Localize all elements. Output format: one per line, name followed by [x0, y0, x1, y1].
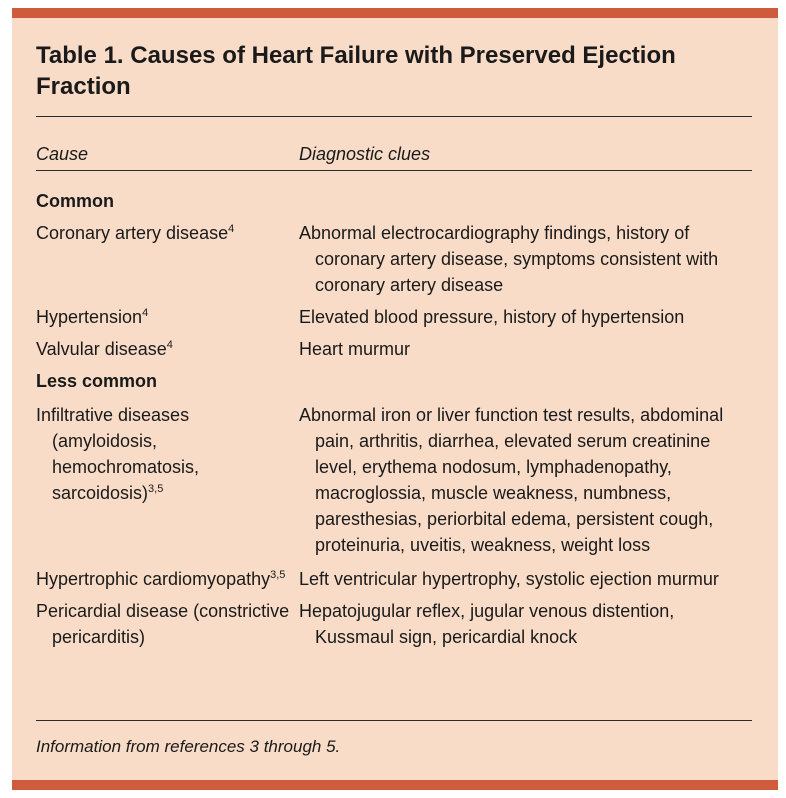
reference-superscript: 4 [142, 307, 149, 319]
column-header-cause: Cause [36, 144, 89, 164]
cause-cell [36, 336, 299, 362]
column-header-clues: Diagnostic clues [299, 144, 431, 164]
reference-superscript: 4 [228, 223, 235, 235]
footer-divider [36, 720, 752, 721]
cause-text: Hypertrophic cardiomyopathy [36, 569, 271, 589]
title-divider [36, 116, 752, 117]
clues-cell: Abnormal iron or liver function test results, abdominal pain, arthritis, diarrhea, elevated serum creatinine level, erythema nodosum, lymphadenopathy, macroglossia, muscle weakness, numbness, paresthesias, periorbital edema, persistent cough, proteinuria, uveitis, weakness, weight loss [299, 405, 724, 555]
bottom-accent-bar [12, 780, 778, 790]
clues-cell: Hepatojugular reflex, jugular venous distention, Kussmaul sign, pericardial knock [299, 601, 675, 647]
table-row [36, 304, 752, 330]
cause-cell [36, 304, 299, 330]
top-accent-bar [12, 8, 778, 18]
cause-cell [36, 566, 299, 592]
table-body [36, 188, 752, 650]
reference-superscript: 3,5 [270, 569, 286, 581]
header-divider [36, 170, 752, 171]
cause-text: Infiltrative diseases (amyloidosis, hemochromatosis, sarcoidosis) [36, 405, 200, 503]
reference-superscript: 3,5 [148, 483, 164, 495]
cause-text: Valvular disease [36, 339, 167, 359]
cause-text: Coronary artery disease [36, 223, 229, 243]
table-footnote: Information from references 3 through 5. [36, 737, 341, 756]
table-row [36, 566, 752, 592]
table-title: Table 1. Causes of Heart Failure with Preserved Ejection Fraction [36, 42, 676, 100]
reference-superscript: 4 [166, 339, 173, 351]
section-heading-common: Common [36, 191, 114, 211]
table-panel [12, 8, 778, 790]
table-row [36, 598, 752, 650]
table-row [36, 402, 752, 558]
table-row [36, 336, 752, 362]
cause-cell [36, 402, 299, 558]
cause-text: Pericardial disease (constrictive pericarditis) [36, 601, 290, 647]
section-heading-less-common: Less common [36, 371, 158, 391]
table-row [36, 220, 752, 298]
clues-cell: Left ventricular hypertrophy, systolic ejection murmur [299, 569, 719, 589]
clues-cell: Heart murmur [299, 339, 411, 359]
clues-cell: Abnormal electrocardiography findings, history of coronary artery disease, symptoms consistent with coronary artery disease [299, 223, 719, 295]
cause-cell [36, 598, 299, 650]
cause-text: Hypertension [36, 307, 143, 327]
clues-cell: Elevated blood pressure, history of hypertension [299, 307, 685, 327]
cause-cell [36, 220, 299, 298]
